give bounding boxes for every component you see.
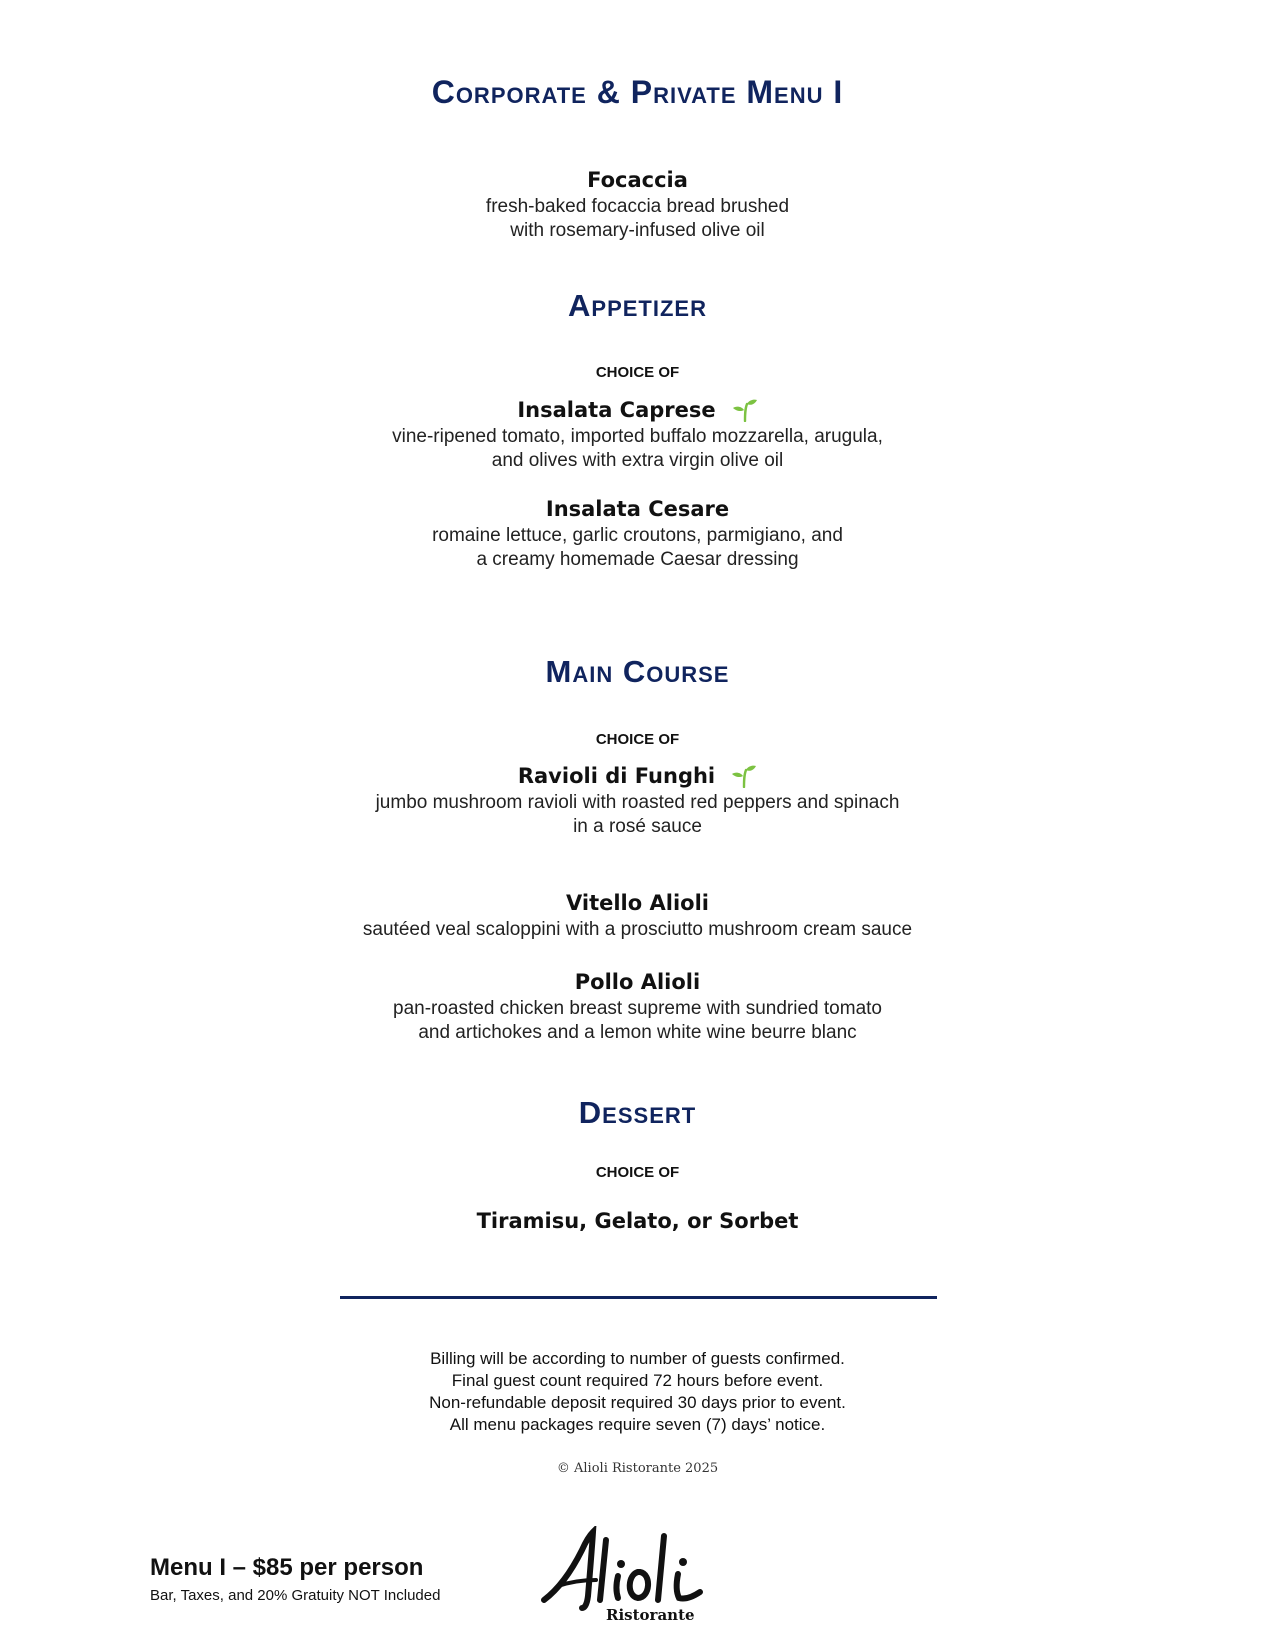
main-item xyxy=(0,967,1275,1045)
note-line: Billing will be according to number of guests confirmed. xyxy=(430,1349,845,1368)
logo-subtitle: Ristorante xyxy=(606,1606,695,1624)
copyright: © Alioli Ristorante 2025 xyxy=(556,1461,719,1476)
dessert-heading: Dessert xyxy=(578,1095,697,1130)
menu-title: Corporate & Private Menu I xyxy=(431,74,844,110)
main-course-heading: Main Course xyxy=(545,654,730,689)
sprout-icon xyxy=(732,398,758,422)
dessert-item xyxy=(0,1206,1275,1236)
item-desc-line: in a rosé sauce xyxy=(573,816,702,837)
alioli-logo xyxy=(538,1526,738,1626)
item-desc-line: and artichokes and a lemon white wine beurre blanc xyxy=(418,1022,857,1043)
item-desc-line: jumbo mushroom ravioli with roasted red peppers and spinach xyxy=(375,792,900,813)
starter-desc xyxy=(0,195,1275,243)
appetizer-choice-label: CHOICE OF xyxy=(595,364,680,381)
starter-desc-line: with rosemary-infused olive oil xyxy=(510,220,765,241)
item-name: Insalata Caprese xyxy=(517,398,716,422)
starter-item xyxy=(0,165,1275,243)
note-line: Final guest count required 72 hours before event. xyxy=(451,1371,824,1390)
item-desc-line: sautéed veal scaloppini with a prosciutto mushroom cream sauce xyxy=(362,919,913,940)
price-label: Menu I – $85 per person xyxy=(150,1554,424,1581)
main-item xyxy=(0,761,1275,839)
item-name: Vitello Alioli xyxy=(566,891,709,915)
starter-desc-line: fresh-baked focaccia bread brushed xyxy=(485,196,790,217)
item-desc-line: vine-ripened tomato, imported buffalo mozzarella, arugula, xyxy=(392,426,883,447)
billing-notes xyxy=(0,1348,1275,1436)
item-name: Tiramisu, Gelato, or Sorbet xyxy=(476,1209,799,1233)
appetizer-heading: Appetizer xyxy=(568,288,707,323)
main-choice-label: CHOICE OF xyxy=(595,731,680,748)
note-line: All menu packages require seven (7) days’ notice. xyxy=(449,1415,826,1434)
item-name: Insalata Cesare xyxy=(545,497,730,521)
item-name: Ravioli di Funghi xyxy=(517,764,716,788)
dessert-choice-label: CHOICE OF xyxy=(595,1164,680,1181)
appetizer-item xyxy=(0,494,1275,572)
sprout-icon xyxy=(731,764,757,788)
note-line: Non-refundable deposit required 30 days prior to event. xyxy=(429,1393,846,1412)
price-note: Bar, Taxes, and 20% Gratuity NOT Included xyxy=(150,1587,441,1604)
starter-name: Focaccia xyxy=(587,168,688,192)
item-desc-line: and olives with extra virgin olive oil xyxy=(491,450,784,471)
item-name: Pollo Alioli xyxy=(574,970,701,994)
divider-rule xyxy=(340,1296,937,1299)
main-item xyxy=(0,888,1275,942)
item-desc-line: a creamy homemade Caesar dressing xyxy=(476,549,799,570)
item-desc-line: romaine lettuce, garlic croutons, parmigiano, and xyxy=(432,525,843,546)
item-desc-line: pan-roasted chicken breast supreme with sundried tomato xyxy=(393,998,882,1019)
appetizer-item xyxy=(0,395,1275,473)
